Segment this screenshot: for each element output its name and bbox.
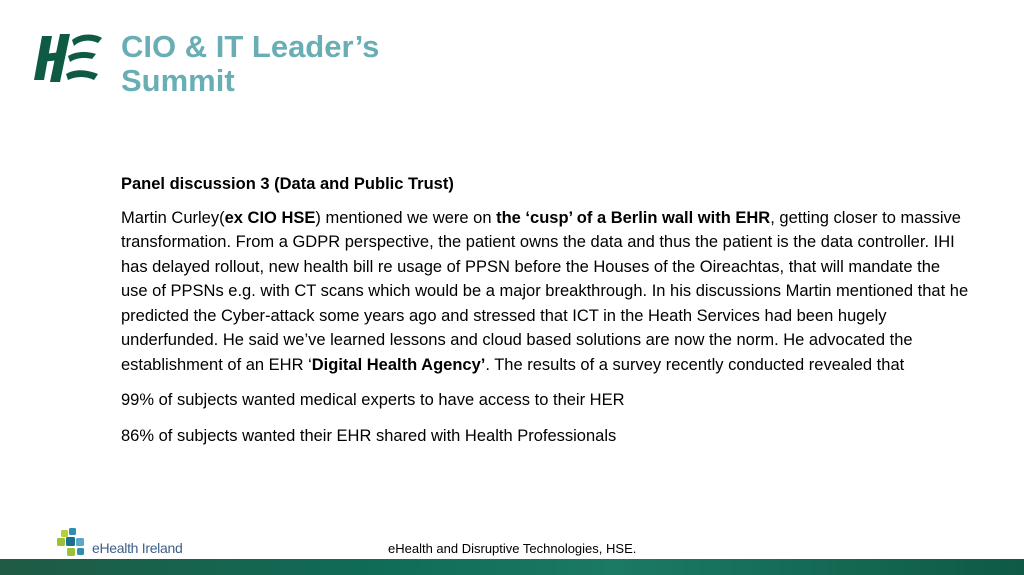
footer-caption: eHealth and Disruptive Technologies, HSE. xyxy=(388,541,637,556)
title-line-1: CIO & IT Leader’s xyxy=(121,29,380,64)
para-bold-cusp: the ‘cusp’ of a Berlin wall with EHR xyxy=(496,208,771,227)
survey-stat-2: 86% of subjects wanted their EHR shared with Health Professionals xyxy=(121,426,617,445)
footer-bar xyxy=(0,559,1024,575)
para-text-1: Martin Curley( xyxy=(121,208,225,227)
para-bold-agency: Digital Health Agency’ xyxy=(311,355,486,374)
para-bold-role: ex CIO HSE xyxy=(224,208,316,227)
hse-logo xyxy=(32,30,104,86)
title-line-2: Summit xyxy=(121,63,235,98)
slide-body xyxy=(121,172,971,459)
body-paragraph xyxy=(121,206,971,378)
para-text-3: , getting closer to massive transformation. From a GDPR perspective, the patient owns the data and thus the patient is the data controller. IHI has delayed rollout, new health bill re usage of PPSN before the Houses of the Oireachtas, that will mandate the use of PPSNs e.g. with CT scans which would be a major breakthrough. In his discussions Martin mentioned that he predicted the Cyber-attack some years ago and stressed that ICT in the Heath Services had been hugely underfunded. He said we’ve learned lessons and cloud based solutions are now the norm. He advocated the establishment of an EHR ‘ xyxy=(121,208,969,374)
para-text-2: ) mentioned we were on xyxy=(315,208,497,227)
section-heading: Panel discussion 3 (Data and Public Trust) xyxy=(121,175,454,193)
footer-logo-text: eHealth Ireland xyxy=(92,540,183,556)
page-title xyxy=(121,30,379,98)
survey-stat-1: 99% of subjects wanted medical experts to have access to their HER xyxy=(121,391,625,409)
para-text-4: . The results of a survey recently conducted revealed that xyxy=(485,355,905,374)
